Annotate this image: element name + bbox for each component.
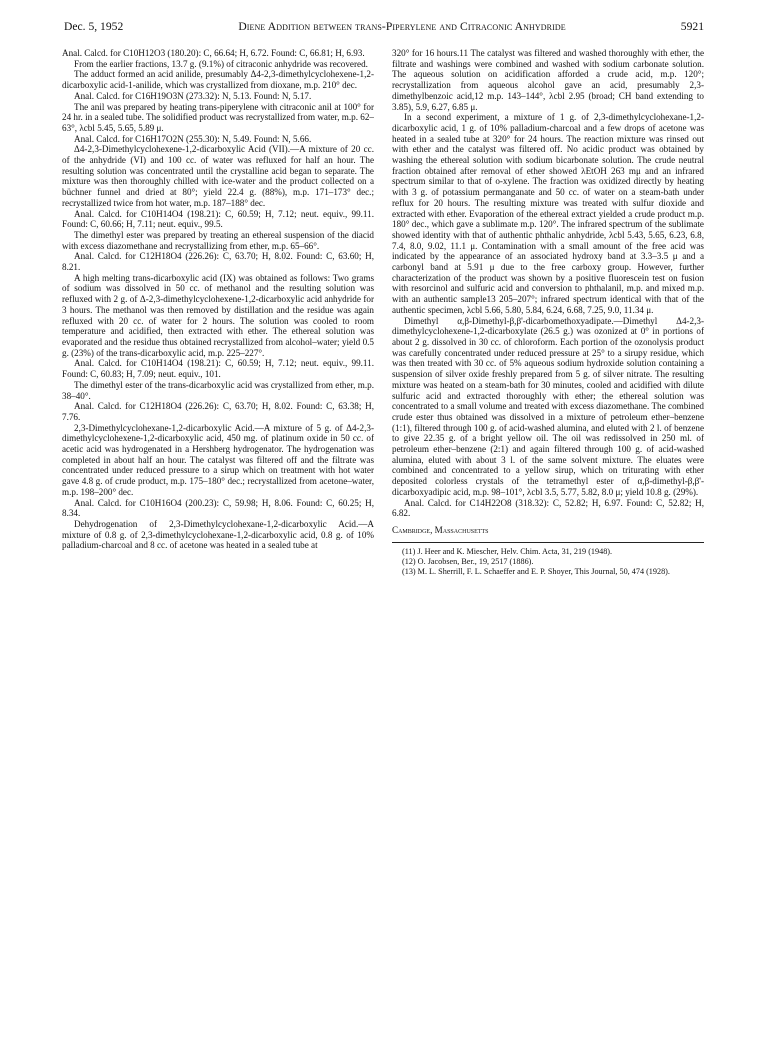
reference-12: (12) O. Jacobsen, Ber., 19, 2517 (1886). bbox=[402, 556, 534, 566]
paragraph: Anal. Calcd. for C14H22O8 (318.32): C, 52.82; H, 6.97. Found: C, 52.82; H, 6.82. bbox=[392, 497, 704, 519]
paragraph: The adduct formed an acid anilide, presumably Δ4-2,3-dimethylcyclohexene-1,2-dicarboxylic acid-1-anilide, which was crystallized from dioxane, m.p. 210° dec. bbox=[62, 69, 374, 91]
paragraph: A high melting trans-dicarboxylic acid (IX) was obtained as follows: Two grams of sodium was dissolved in 50 cc. of methanol and the resulting solution was refluxed with 2 g. of Δ-2,3-dimethylcyclohexene-1,2-dicarboxylic acid anhydride for 3 hours. The methanol was then removed by distillation and the residue was again refluxed with 20 cc. of water for 2 hours. The solution was cooled to room temperature and acidified, then extracted with ether. The ethereal solution was evaporated and the residue thus obtained recrystallized from alcohol–water; yield 0.5 g. (23%) of the trans-dicarboxylic acid, m.p. 225–227°. bbox=[62, 272, 374, 358]
paragraph: Anal. Calcd. for C10H16O4 (200.23): C, 59.98; H, 8.06. Found: C, 60.25; H, 8.34. bbox=[62, 497, 374, 519]
paragraph: Anal. Calcd. for C10H14O4 (198.21): C, 60.59; H, 7.12; neut. equiv., 99.11. Found: C, 60.66; H, 7.11; neut. equiv., 99.5. bbox=[62, 208, 374, 230]
paragraph: 320° for 16 hours.11 The catalyst was filtered and washed thoroughly with ether, the filtrate and washings were combined and washed with sodium carbonate solution. The aqueous solution on acidification afforded a crude acid, m.p. 120°; recrystallization from aqueous alcohol gave an acid, presumably 2,3-dimethylbenzoic acid,12 m.p. 143–144°, λcbl 2.95 (broad; CH band extending to 3.85), 5.9, 6.27, 6.85 μ. bbox=[392, 48, 704, 112]
paragraph: Anal. Calcd. for C16H17O2N (255.30): N, 5.49. Found: N, 5.66. bbox=[74, 133, 312, 144]
reference-13: (13) M. L. Sherrill, F. L. Schaeffer and E. P. Shoyer, This Journal, 50, 474 (1928). bbox=[402, 566, 670, 576]
header-date: Dec. 5, 1952 bbox=[64, 20, 124, 33]
paragraph: Anal. Calcd. for C10H14O4 (198.21): C, 60.59; H, 7.12; neut. equiv., 99.11. Found: C, 60.83; H, 7.09; neut. equiv., 101. bbox=[62, 358, 374, 380]
header-title: Diene Addition between trans-Piperylene and Citraconic Anhydride bbox=[238, 20, 566, 33]
paragraph: From the earlier fractions, 13.7 g. (9.1%) of citraconic anhydride was recovered. bbox=[74, 58, 368, 69]
paragraph: Δ4-2,3-Dimethylcyclohexene-1,2-dicarboxylic Acid (VII).—A mixture of 20 cc. of the anhydride (VI) and 100 cc. of water was refluxed for half an hour. The resulting solution was concentrated until the crystalline acid began to separate. The mixture was then thoroughly chilled with ice-water and the product collected on a büchner funnel and dried at 80°; yield 22.4 g. (88%), m.p. 171–173° dec.; recrystallized twice from hot water, m.p. 187–188° dec. bbox=[62, 144, 374, 208]
paragraph: The dimethyl ester of the trans-dicarboxylic acid was crystallized from ether, m.p. 38–40°. bbox=[62, 379, 374, 401]
page-number: 5921 bbox=[680, 20, 704, 33]
paragraph: 2,3-Dimethylcyclohexane-1,2-dicarboxylic Acid.—A mixture of 5 g. of Δ4-2,3-dimethylcyclohexene-1,2-dicarboxylic acid, 450 mg. of platinum oxide in 50 cc. of acetic acid was hydrogenated in a Hershberg hydrogenator. The hydrogenation was completed in about half an hour. The catalyst was filtered off and the filtrate was concentrated under reduced pressure to a sirup which on treatment with hot water gave 4.8 g. of crude product, m.p. 175–180° dec.; recrystallized from acetone–water, m.p. 198–200° dec. bbox=[62, 422, 374, 497]
paragraph: Anal. Calcd. for C10H12O3 (180.20): C, 66.64; H, 6.72. Found: C, 66.81; H, 6.93. bbox=[62, 48, 365, 58]
left-column bbox=[62, 48, 374, 551]
paragraph: Anal. Calcd. for C12H18O4 (226.26): C, 63.70; H, 8.02. Found: C, 63.38; H, 7.76. bbox=[62, 401, 374, 422]
affiliation: Cambridge, Massachusetts bbox=[392, 524, 489, 535]
paragraph: In a second experiment, a mixture of 1 g. of 2,3-dimethylcyclohexane-1,2-dicarboxylic acid, 1 g. of 10% palladium-charcoal and a few drops of acetone was heated in a sealed tube at 320° for 24 hours. The reaction mixture was rinsed out with ether and the catalyst was filtered off. No acidic product was obtained by washing the ethereal solution with sodium bicarbonate solution. The crude neutral fraction obtained after removal of ether showed λEtOH 263 mμ and an infrared spectrum similar to that of o-xylene. The fraction was oxidized directly by heating with 3 g. of potassium permanganate and 50 cc. of water on a steam-bath under reflux for 20 hours. The resulting mixture was treated with sulfur dioxide and extracted with ether. Evaporation of the ethereal extract yielded a crude product m.p. 180° dec., which gave a sublimate m.p. 120°. The infrared spectrum of the sublimate showed identity with that of authentic phthalic anhydride, λcbl 5.43, 5.65, 6.23, 6.8, 7.4, 8.0, 9.02, 11.1 μ. Contamination with a small amount of the free acid was indicated by the appearance of an associated hydroxy band at 3.3–3.5 μ and a carbonyl band at 5.91 μ due to the free carboxy group. However, further characterization of the product was shown by a positive fluorescein test on fusion with resorcinol and sulfuric acid and conversion to phthalanil, m.p. and mixed m.p. with an authentic sample13 205–207°; infrared spectrum identical with that of the authentic specimen, λcbl 5.66, 5.80, 5.84, 6.24, 6.68, 7.25, 9.0, 11.34 μ. bbox=[392, 112, 704, 315]
paragraph: Anal. Calcd. for C12H18O4 (226.26): C, 63.70; H, 8.02. Found: C, 63.60; H, 8.21. bbox=[62, 251, 374, 273]
references bbox=[392, 542, 704, 577]
reference-11: (11) J. Heer and K. Miescher, Helv. Chim. Acta, 31, 219 (1948). bbox=[402, 546, 613, 556]
right-column bbox=[392, 48, 704, 577]
paragraph: The dimethyl ester was prepared by treating an ethereal suspension of the diacid with excess diazomethane and recrystallizing from ether, m.p. 65–66°. bbox=[62, 229, 374, 251]
paragraph: Dehydrogenation of 2,3-Dimethylcyclohexane-1,2-dicarboxylic Acid.—A mixture of 0.8 g. of 2,3-dimethylcyclohexane-1,2-dicarboxylic acid, 0.8 g. of 10% palladium-charcoal and 8 cc. of acetone was heated in a sealed tube at bbox=[62, 518, 374, 551]
paragraph: Anal. Calcd. for C16H19O3N (273.32): N, 5.13. Found: N, 5.17. bbox=[74, 90, 312, 101]
page-header bbox=[64, 20, 704, 36]
paragraph: Dimethyl α,β-Dimethyl-β,β'-dicarbomethoxyadipate.—Dimethyl Δ4-2,3-dimethylcyclohexene-1,2-dicarboxylate (26.5 g.) was ozonized at 0° in portions of about 2 g. dissolved in 30 cc. of chloroform. Each portion of the ozonolysis product was carefully concentrated under reduced pressure at 25° to a sirupy residue, which was then treated with 30 cc. of 5% aqueous sodium hydroxide solution containing a suspension of silver oxide freshly prepared from 5 g. of silver nitrate. The resulting mixture was heated on a steam-bath for 30 minutes, cooled and acidified with dilute sulfuric acid and extracted thoroughly with ether; the ethereal solution was concentrated to a small volume and treated with excess diazomethane. The combined crude ester thus obtained was dissolved in a mixture of petroleum ether–benzene (1:1), filtered through 100 g. of acid-washed alumina, and eluted with 2 l. of benzene to give 22.35 g. of a bright yellow oil. The oil was redissolved in 250 ml. of petroleum ether–benzene (2:1) and again filtered through 100 g. of acid-washed alumina, eluted with about 3 l. of the same solvent mixture. The eluates were combined and concentrated to a yellow sirup, which on triturating with ether deposited colorless crystals of the tetramethyl ester of α,β-dimethyl-β,β'-dicarboxyadipic acid, m.p. 98–101°, λcbl 3.5, 5.77, 5.82, 8.0 μ; yield 10.8 g. (29%). bbox=[392, 315, 704, 497]
paragraph: The anil was prepared by heating trans-piperylene with citraconic anil at 100° for 24 hr. in a sealed tube. The solidified product was recrystallized from water, m.p. 62–63°, λcbl 5.45, 5.65, 5.89 μ. bbox=[62, 101, 374, 133]
